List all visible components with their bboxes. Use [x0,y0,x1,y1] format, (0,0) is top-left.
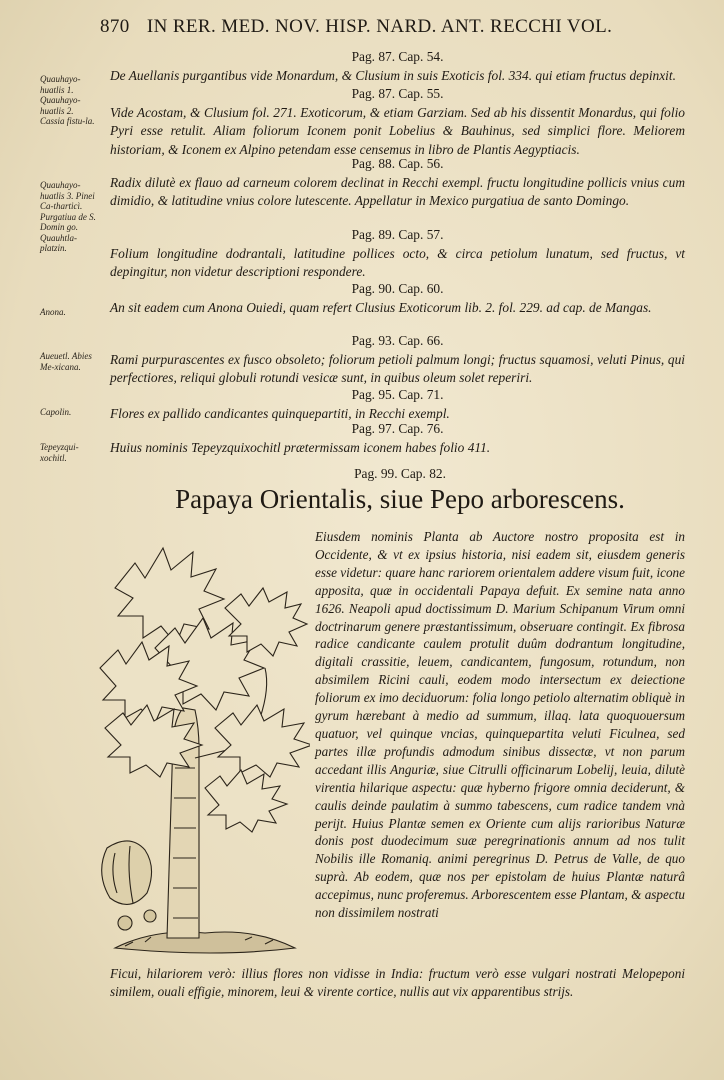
section-heading: Pag. 89. Cap. 57. [351,227,444,242]
margin-note: Aueuetl. Abies Me-xicana. [40,351,92,372]
section-heading: Pag. 90. Cap. 60. [351,281,444,296]
section-text: Rami purpurascentes ex fusco obsoleto; foliorum petioli palmum longi; fructus squamosi, veluti Pinus, qui perfectiores, reliqui globuli rotundi vesicæ sunt, in quibus oleum solet reperiri. [110,351,685,385]
section-cap55 [110,85,685,159]
margin-note: Capolin. [40,407,72,417]
section-text: Huius nominis Tepeyzquixochitl prætermissam iconem habes folio 411. [110,439,491,455]
section-text: An sit eadem cum Anona Ouiedi, quam refert Clusius Exoticorum lib. 2. fol. 229. ad cap. de Mangas. [110,299,652,315]
section-cap66 [110,332,685,388]
section-text: Folium longitudine dodrantali, latitudine pollices octo, & circa petiolum lunatum, sed fructus, vt depingitur, non videtur descriptioni respondere. [110,245,685,279]
section-text: Flores ex pallido candicantes quinquepartiti, in Recchi exempl. [110,405,450,421]
page-number: 870 [100,16,130,37]
margin-note: Tepeyzqui-xochitl. [40,442,79,463]
section-text: Radix dilutè ex flauo ad carneum colorem declinat in Recchi exempl. fructu longitudine pollicis vnius cum dimidio, & latitudine vnius colore lutescente. Appellatur in Mexico purgatiua de santo Domingo. [110,174,685,208]
section-cap71 [110,386,685,423]
section-cap54 [110,48,685,85]
chapter-title: Papaya Orientalis, siue Pepo arborescens. [175,484,625,514]
section-cap56 [110,155,685,211]
papaya-tree-woodcut [95,528,310,968]
margin-note: Anona. [40,307,66,317]
section-cap57 [110,226,685,282]
section-heading: Pag. 87. Cap. 54. [351,49,444,64]
section-text: De Auellanis purgantibus vide Monardum, & Clusium in suis Exoticis fol. 334. qui etiam fructus depinxit. [110,67,676,83]
section-heading: Pag. 88. Cap. 56. [351,156,444,171]
running-head [100,16,680,42]
section-heading: Pag. 87. Cap. 55. [351,86,444,101]
margin-note: Quauhayo-huatlis 3. Pinei Ca-tharticì. Purgatiua de S. Domin go. Quauhtla-platzin. [40,180,96,253]
margin-note: Quauhayo-huatlis 1. Quauhayo-huatlis 2. Cassia fistu-la. [40,74,95,126]
chapter-body-bottom: Ficui, hilariorem verò: illius flores non vidisse in India: fructum verò esse vulgari nostrati Melopeponi similem, ouali effigie, minorem, leui & virente cortice, nullis aut vix apparentibus strijs. [110,966,685,999]
section-heading: Pag. 93. Cap. 66. [351,333,444,348]
section-heading: Pag. 95. Cap. 71. [351,387,444,402]
chapter-body-right: Eiusdem nominis Planta ab Auctore nostro proposita est in Occidente, & vt ex ipsius historia, nisi eadem sit, eiusdem generis esse videtur: quare hanc rariorem orientalem addere visum fuit, icone apposita, quæ in occidentali Papaya defuit. Ex semine nata anno 1626. Neapoli apud doctissimum D. Marium Schipanum Virum omni doctrinarum genere præstantissimum, obseruare contingit. Ex fibrosa radice candicante caulem protulit duûm dodrantum longitudine, digitali crassitie, leuem, candicantem, fungosum, rotundum, non absimilem Ricini cauli, eodem modo intersectum ex deiectione foliorum ex imo deciduorum: folia longo petiolo alternatim obliquè in gyrum hærebant à medio ad summum, illaq. lata quoquouersum quatuor, vel quinque vncias, quinquepartita veluti Ficulnea, sed partes illæ profundis admodum sinibus dissectæ, vt non parum accedant illis Anguriæ, siue Citrulli officinarum Lobelij, leuia, dilutè virentia hilarique aspectu: quæ hyberno frigore omnia deciderunt, & caulis deinde paulatim à summo tabescens, cum radice tandem vnà perijt. Huius Plantæ semen ex Oriente cum alijs rarioribus Naturæ donis post duodecimum suæ peregrinationis annum ad nos tulit Nobilis ille Romaniq. animi peregrinus D. Petrus de Valle, de quo suprà. Ab eodem, quæ nos per epistolam de huius Plantæ naturâ accepimus, nunc proferemus. Arborescentem esse Plantam, & aspectu non dissimilem nostrati [315,529,685,921]
section-cap76 [110,420,685,457]
section-text: Vide Acostam, & Clusium fol. 271. Exoticorum, & etiam Garziam. Sed ab his dissentit Monardus, qui folio Pyri esse retulit. Aliam foliorum Iconem ponit Lobelius & Bauhinus, sed simplici flore. Meliorem historiam, & Iconem ex Alpino petendam esse censemus in libro de Plantis Aegyptiacis. [110,104,685,157]
section-cap60 [110,280,685,317]
chapter-heading: Pag. 99. Cap. 82. [354,466,446,481]
running-title: IN RER. MED. NOV. HISP. NARD. ANT. RECCHI VOL. [146,16,613,37]
section-heading: Pag. 97. Cap. 76. [351,421,444,436]
